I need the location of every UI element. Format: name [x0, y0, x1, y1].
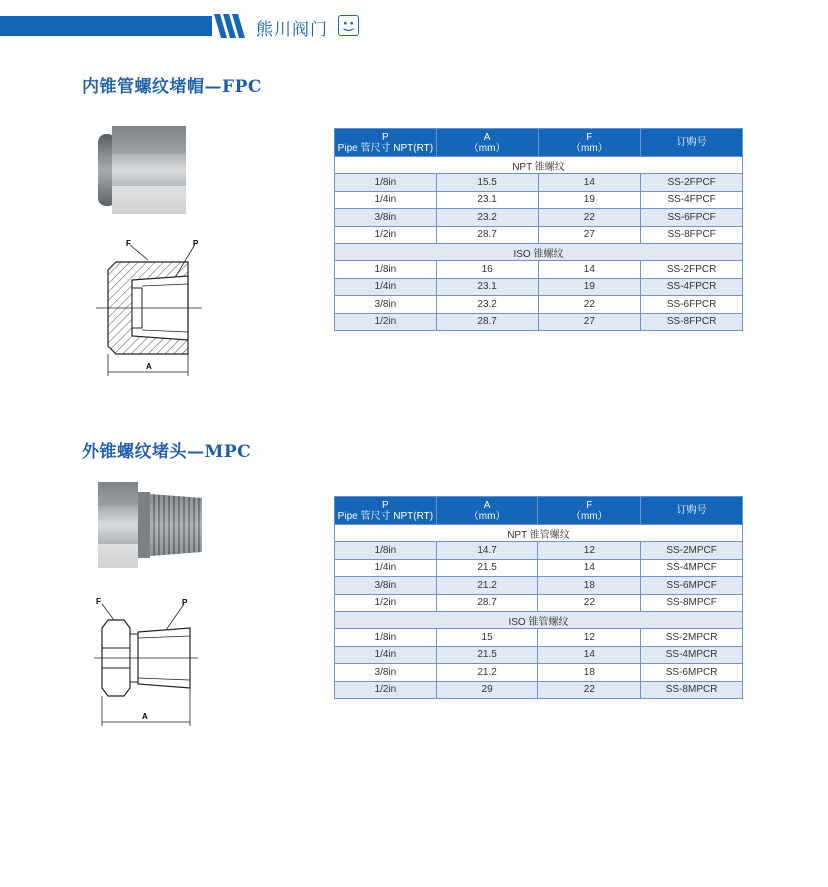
table-cell: SS-4MPCR	[641, 646, 743, 663]
table-cell: 27	[538, 226, 641, 243]
table-row	[335, 542, 743, 559]
table-cell: NPT 锥管螺纹	[335, 525, 743, 542]
header-stripes-icon	[212, 14, 252, 38]
table-row	[335, 594, 743, 611]
table-cell: SS-6FPCF	[641, 209, 743, 226]
mpc-label-p: P	[182, 598, 188, 607]
table-cell: 1/4in	[335, 191, 437, 208]
table-row	[335, 681, 743, 698]
table-cell: SS-4MPCF	[641, 559, 743, 576]
table-cell: 28.7	[436, 226, 538, 243]
table-cell: 18	[538, 664, 641, 681]
table-cell: ISO 锥管螺纹	[335, 611, 743, 628]
table-row	[335, 174, 743, 191]
table-cell: 3/8in	[335, 664, 437, 681]
table-cell: SS-6FPCR	[641, 296, 743, 313]
table-cell: 21.5	[436, 559, 538, 576]
table-cell: ISO 锥螺纹	[335, 243, 743, 260]
mpc-technical-drawing	[94, 596, 200, 728]
section-title-mpc: 外锥螺纹堵头—MPC	[82, 442, 252, 462]
table-cell: 12	[538, 629, 641, 646]
table-cell: 23.1	[436, 191, 538, 208]
table-cell: 1/8in	[335, 261, 437, 278]
table-cell: 14.7	[436, 542, 538, 559]
mpc-label-a: A	[142, 712, 148, 721]
table-cell: 1/2in	[335, 226, 437, 243]
table-cell: 22	[538, 209, 641, 226]
table-cell: 1/8in	[335, 174, 437, 191]
table-cell: 14	[538, 261, 641, 278]
fpc-spec-table	[334, 128, 743, 331]
table-cell: SS-4FPCR	[641, 278, 743, 295]
table-group-row	[335, 611, 743, 628]
table-row	[335, 629, 743, 646]
table-cell: 1/2in	[335, 313, 437, 330]
table-cell: 14	[538, 559, 641, 576]
table-cell: 1/4in	[335, 559, 437, 576]
table-group-row	[335, 525, 743, 542]
table-cell: SS-2FPCR	[641, 261, 743, 278]
table-cell: 23.2	[436, 296, 538, 313]
table-cell: 18	[538, 577, 641, 594]
header-cell: F （mm）	[538, 129, 641, 157]
table-header-row	[335, 497, 743, 525]
brand-name: 熊川阀门	[256, 20, 328, 40]
mpc-label-f: F	[96, 597, 101, 606]
table-cell: SS-8MPCF	[641, 594, 743, 611]
table-cell: 1/8in	[335, 542, 437, 559]
table-cell: 27	[538, 313, 641, 330]
table-cell: SS-6MPCF	[641, 577, 743, 594]
table-cell: 1/2in	[335, 681, 437, 698]
section-title-fpc: 内锥管螺纹堵帽—FPC	[82, 77, 262, 97]
header-bar	[0, 16, 212, 36]
table-cell: 15.5	[436, 174, 538, 191]
table-cell: 29	[436, 681, 538, 698]
header-cell: P Pipe 管尺寸 NPT(RT)	[335, 129, 437, 157]
fpc-product-photo	[98, 124, 188, 216]
table-cell: 22	[538, 594, 641, 611]
table-cell: 14	[538, 174, 641, 191]
table-cell: 12	[538, 542, 641, 559]
table-row	[335, 577, 743, 594]
table-cell: 1/8in	[335, 629, 437, 646]
table-row	[335, 646, 743, 663]
brand-logo-icon	[338, 15, 359, 36]
header-cell: P Pipe 管尺寸 NPT(RT)	[335, 497, 437, 525]
table-cell: 3/8in	[335, 577, 437, 594]
table-cell: 22	[538, 296, 641, 313]
header-cell: 订购号	[641, 497, 743, 525]
header-cell: A （mm）	[436, 497, 538, 525]
table-cell: 1/4in	[335, 646, 437, 663]
fpc-label-f: F	[126, 239, 131, 248]
header-cell: F （mm）	[538, 497, 641, 525]
table-row	[335, 209, 743, 226]
table-row	[335, 559, 743, 576]
table-cell: 23.2	[436, 209, 538, 226]
table-cell: 23.1	[436, 278, 538, 295]
table-cell: SS-2FPCF	[641, 174, 743, 191]
mpc-product-photo	[98, 482, 204, 568]
table-cell: SS-2MPCR	[641, 629, 743, 646]
table-cell: 19	[538, 278, 641, 295]
fpc-technical-drawing	[96, 236, 206, 376]
table-cell: 16	[436, 261, 538, 278]
table-cell: SS-6MPCR	[641, 664, 743, 681]
table-cell: 3/8in	[335, 296, 437, 313]
table-cell: 1/4in	[335, 278, 437, 295]
table-group-row	[335, 157, 743, 174]
table-cell: 21.2	[436, 577, 538, 594]
table-cell: 15	[436, 629, 538, 646]
table-cell: 19	[538, 191, 641, 208]
table-group-row	[335, 243, 743, 260]
table-header-row	[335, 129, 743, 157]
fpc-label-p: P	[193, 239, 199, 248]
table-cell: 21.5	[436, 646, 538, 663]
table-cell: NPT 锥螺纹	[335, 157, 743, 174]
table-cell: 21.2	[436, 664, 538, 681]
table-cell: SS-4FPCF	[641, 191, 743, 208]
table-row	[335, 664, 743, 681]
table-cell: SS-8FPCR	[641, 313, 743, 330]
table-cell: SS-8FPCF	[641, 226, 743, 243]
table-row	[335, 313, 743, 330]
table-cell: SS-2MPCF	[641, 542, 743, 559]
table-cell: 28.7	[436, 594, 538, 611]
table-cell: 3/8in	[335, 209, 437, 226]
table-cell: 14	[538, 646, 641, 663]
table-cell: SS-8MPCR	[641, 681, 743, 698]
table-row	[335, 191, 743, 208]
table-cell: 1/2in	[335, 594, 437, 611]
header-cell: 订购号	[641, 129, 743, 157]
table-row	[335, 261, 743, 278]
table-cell: 28.7	[436, 313, 538, 330]
fpc-label-a: A	[146, 362, 152, 371]
table-row	[335, 278, 743, 295]
header-cell: A （mm）	[436, 129, 538, 157]
table-row	[335, 296, 743, 313]
mpc-spec-table	[334, 496, 743, 699]
table-cell: 22	[538, 681, 641, 698]
table-row	[335, 226, 743, 243]
